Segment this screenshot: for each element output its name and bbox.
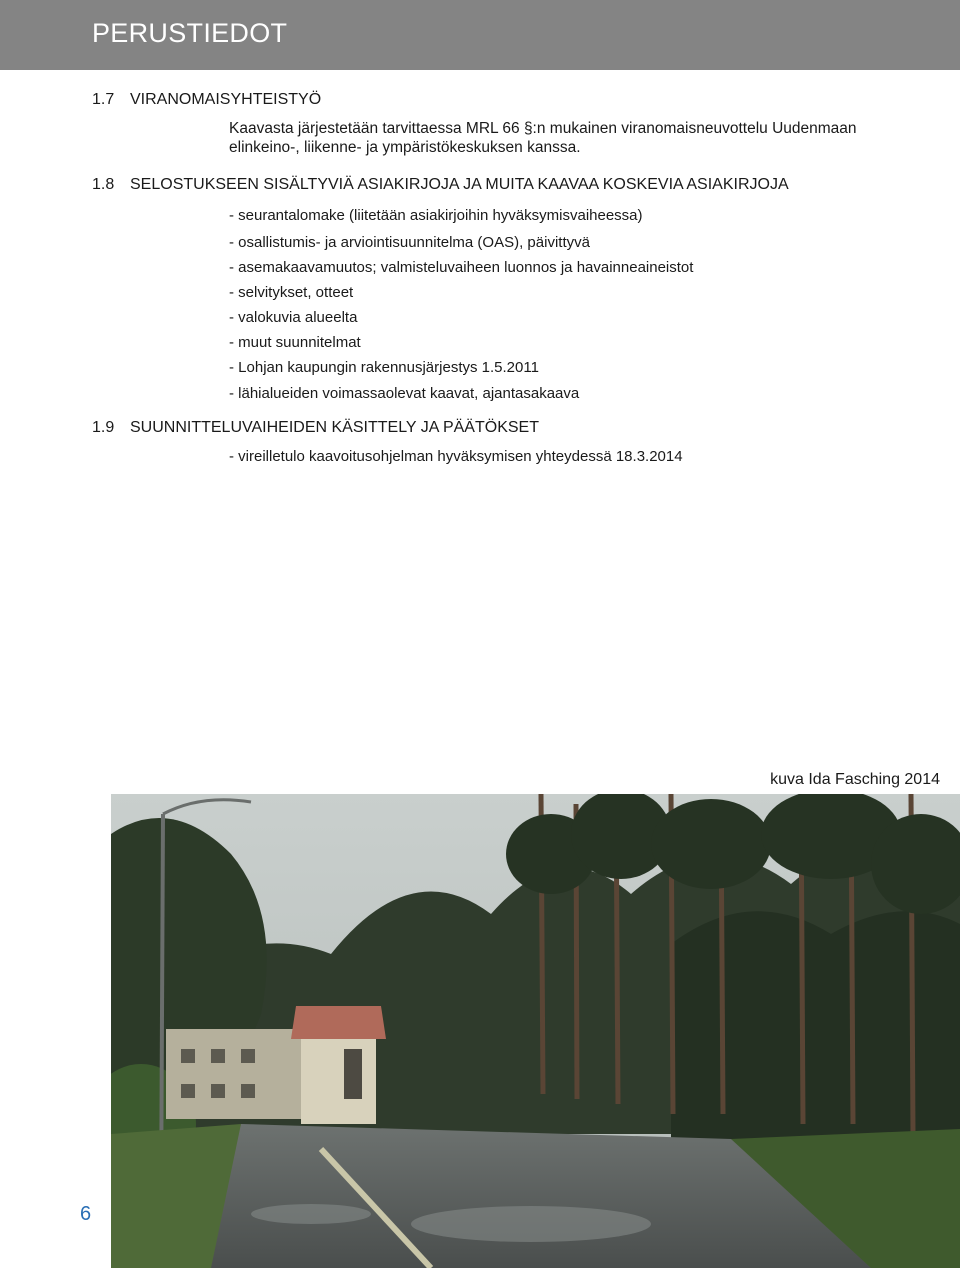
section-number: 1.9 [92, 419, 115, 436]
section-title: VIRANOMAISYHTEISTYÖ [130, 91, 322, 108]
list-item: - muut suunnitelmat [229, 334, 361, 351]
list-item: - asemakaavamuutos; valmisteluvaiheen luonnos ja havainneaineistot [229, 259, 694, 276]
section-title: SUUNNITTELUVAIHEIDEN KÄSITTELY JA PÄÄTÖKSET [130, 419, 539, 436]
paragraph-line: elinkeino-, liikenne- ja ympäristökeskuksen kanssa. [229, 139, 581, 156]
section-number: 1.8 [92, 176, 115, 193]
photo-caption: kuva Ida Fasching 2014 [770, 771, 940, 788]
list-item: - valokuvia alueelta [229, 309, 358, 326]
page-title: PERUSTIEDOT [92, 18, 288, 48]
section-1-7-paragraph [229, 119, 879, 157]
page-number: 6 [80, 1203, 92, 1225]
photo [111, 794, 960, 1268]
list-item: - vireilletulo kaavoitusohjelman hyväksymisen yhteydessä 18.3.2014 [229, 448, 683, 465]
section-number: 1.7 [92, 91, 115, 108]
list-item: - Lohjan kaupungin rakennusjärjestys 1.5.2011 [229, 359, 539, 376]
header-bar [0, 0, 960, 70]
list-item: - osallistumis- ja arviointisuunnitelma (OAS), päivittyvä [229, 234, 590, 251]
list-item: - seurantalomake (liitetään asiakirjoihin hyväksymisvaiheessa) [229, 207, 643, 224]
list-item: - selvitykset, otteet [229, 284, 354, 301]
section-title: SELOSTUKSEEN SISÄLTYVIÄ ASIAKIRJOJA JA MUITA KAAVAA KOSKEVIA ASIAKIRJOJA [130, 176, 789, 193]
paragraph-line: Kaavasta järjestetään tarvittaessa MRL 66 §:n mukainen viranomaisneuvottelu Uudenmaan [229, 120, 857, 137]
photo-illustration [111, 794, 960, 1268]
list-item: - lähialueiden voimassaolevat kaavat, ajantasakaava [229, 385, 580, 402]
